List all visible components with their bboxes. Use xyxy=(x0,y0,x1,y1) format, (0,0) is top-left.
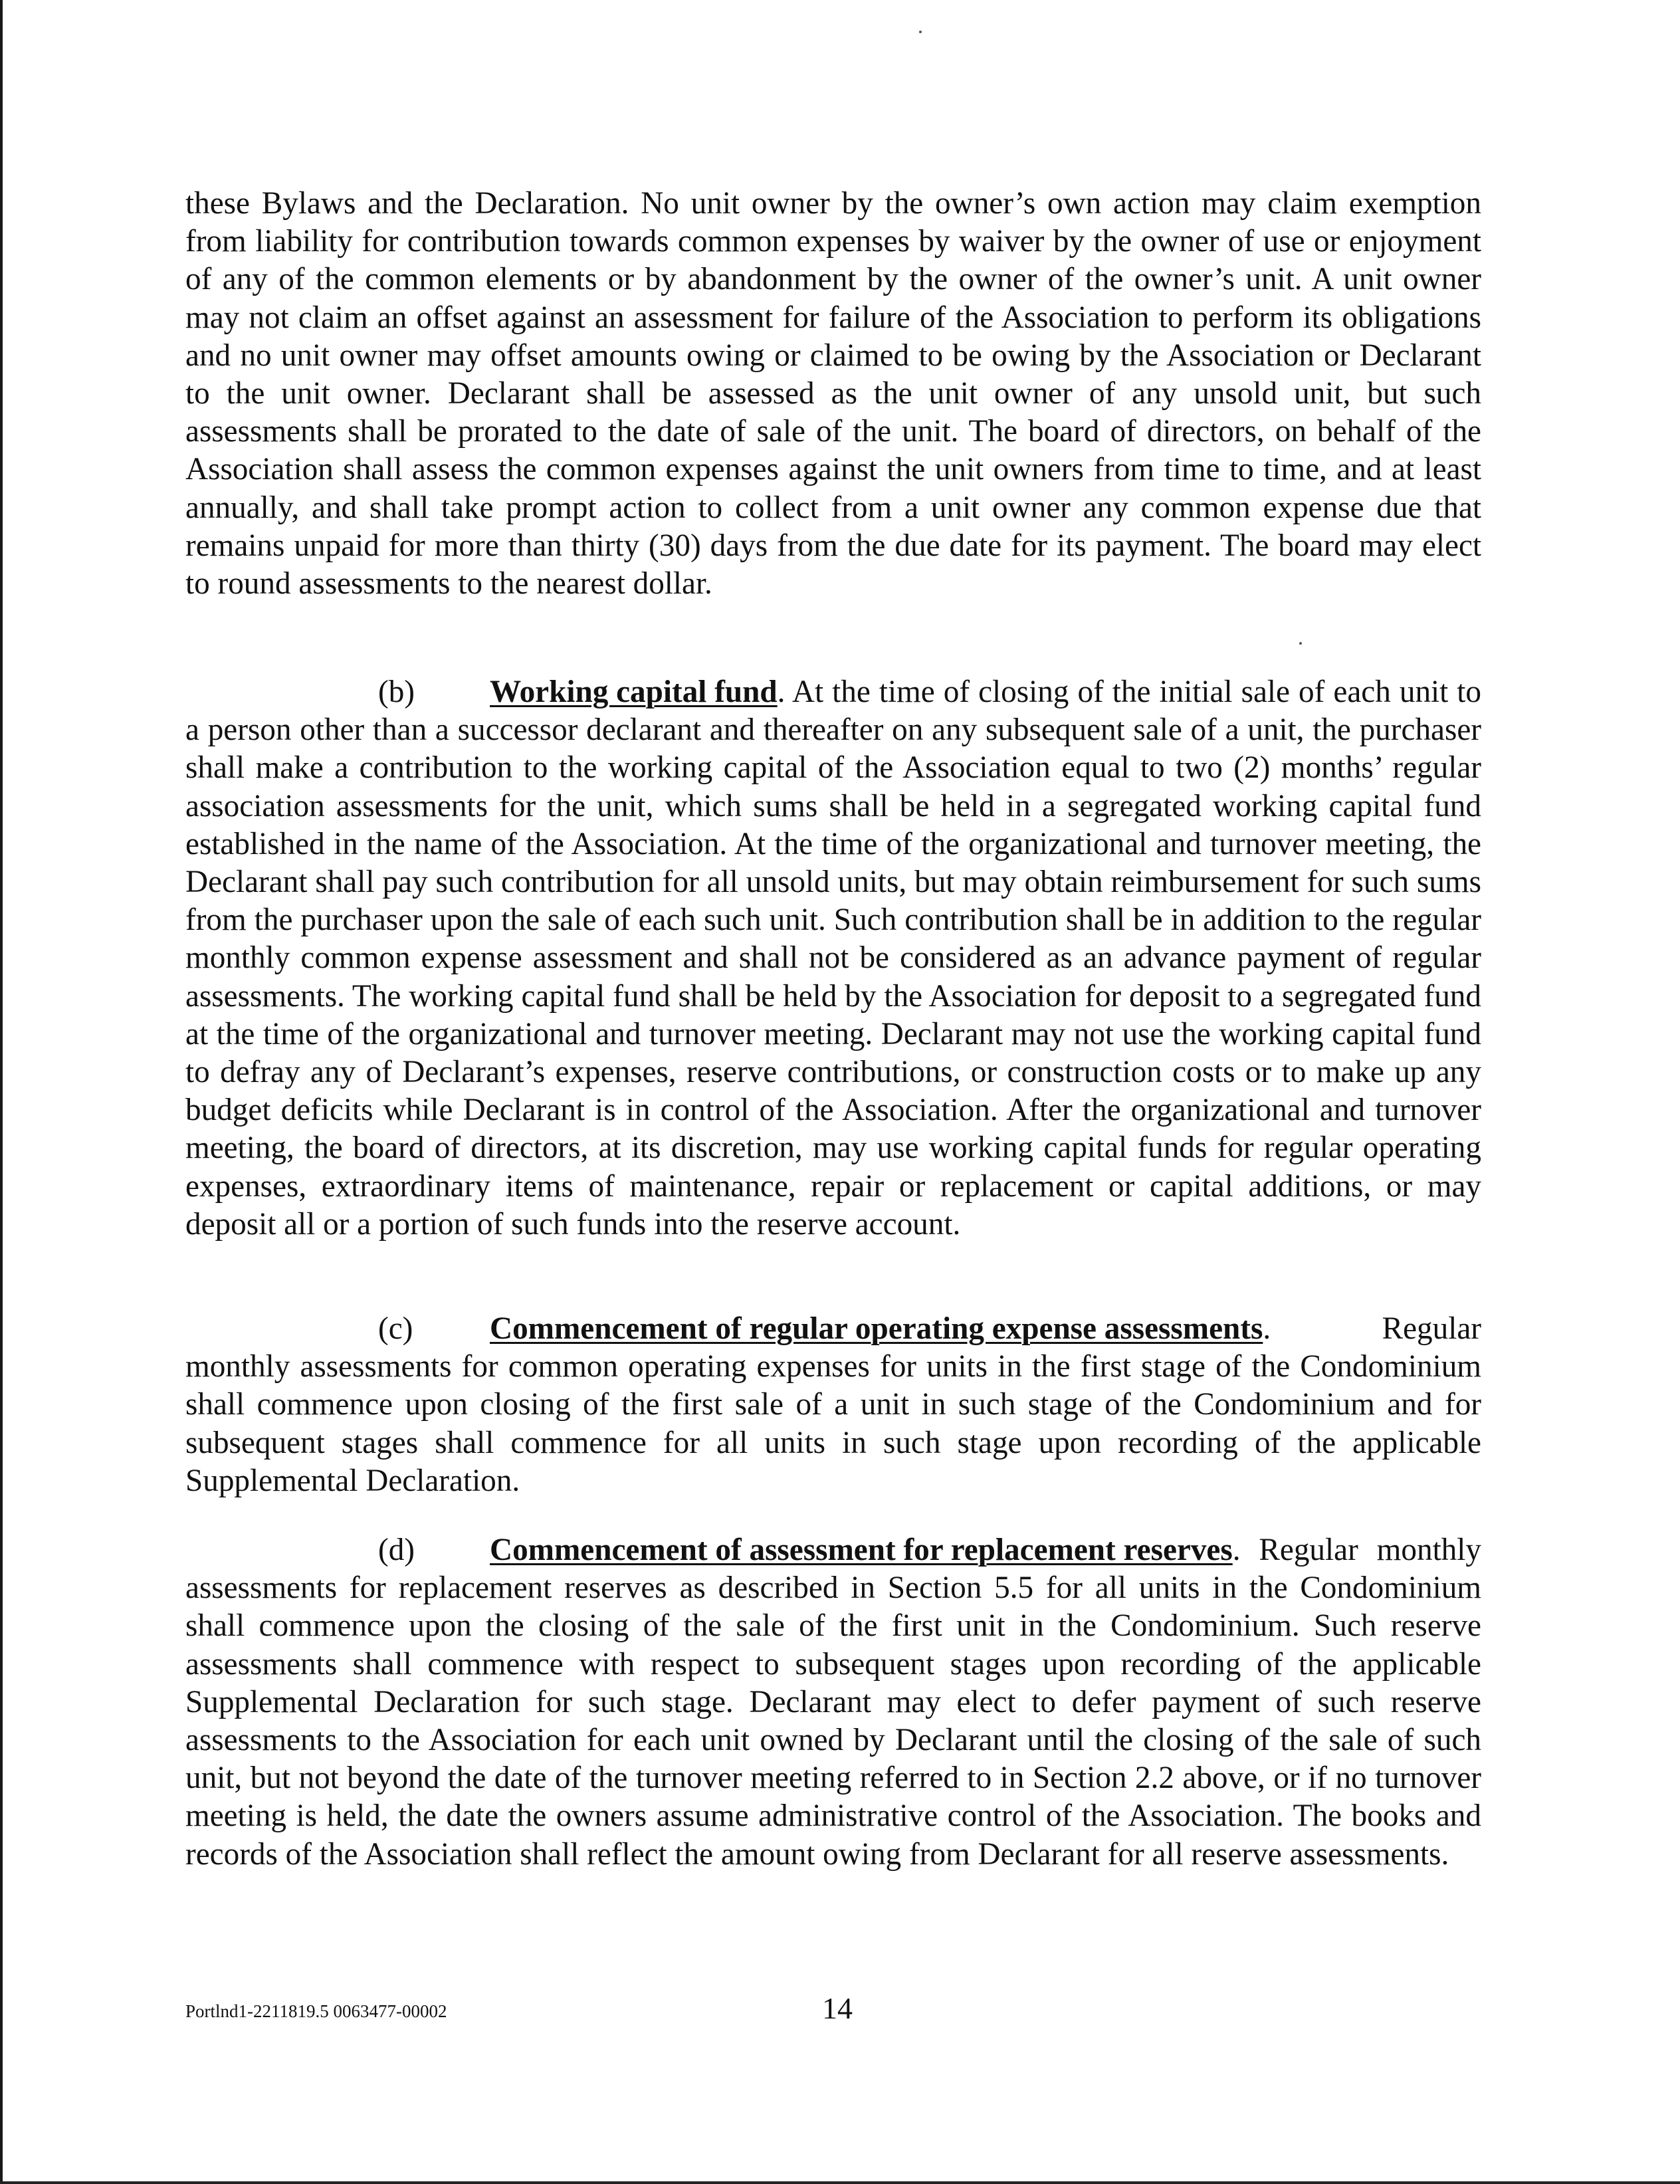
section-heading-b-punct: . xyxy=(777,675,786,709)
paragraph-c-lead xyxy=(185,1310,1263,1348)
paragraph-a-text: these Bylaws and the Declaration. No unit owner by the owner’s own action may claim exemption from liability for contribution towards common expenses by waiver by the owner of use or enjoyment of any of the common elements or by abandonment by the owner of the owner’s unit. A unit owner may not claim an offset against an assessment for failure of the Association to perform its obligations and no unit owner may offset amounts owing or claimed to be owing by the Association or Declarant to the unit owner. Declarant shall be assessed as the unit owner of any unsold unit, but such assessments shall be prorated to the date of sale of the unit. The board of directors, on behalf of the Association shall assess the common expenses against the unit owners from time to time, and at least annually, and shall take prompt action to collect from a unit owner any common expense due that remains unpaid for more than thirty (30) days from the due date for its payment. The board may elect to round assessments to the nearest dollar. xyxy=(185,186,1481,601)
paragraph-d xyxy=(185,1531,1481,1874)
paragraph-a xyxy=(185,185,1481,603)
section-heading-c: Commencement of regular operating expense assessments xyxy=(490,1311,1263,1346)
paragraph-b-text: At the time of closing of the initial sale of each unit to a person other than a successor declarant and thereafter on any subsequent sale of a unit, the purchaser shall make a contribution to the working capital of the Association equal to two (2) months’ regular association assessments for the unit, which sums shall be held in a segregated working capital fund established in the name of the Association. At the time of the organizational and turnover meeting, the Declarant shall pay such contribution for all unsold units, but may obtain reimbursement for such sums from the purchaser upon the sale of each such unit. Such contribution shall be in addition to the regular monthly common expense assessment and shall not be considered as an advance payment of regular assessments. The working capital fund shall be held by the Association for deposit to a segregated fund at the time of the organizational and turnover meeting. Declarant may not use the working capital fund to defray any of Declarant’s expenses, reserve contributions, or construction costs or to make up any budget deficits while Declarant is in control of the Association. After the organizational and turnover meeting, the board of directors, at its discretion, may use working capital funds for regular operating expenses, extraordinary items of maintenance, repair or replacement or capital additions, or may deposit all or a portion of such funds into the reserve account. xyxy=(185,675,1481,1242)
scan-speck xyxy=(919,31,922,33)
section-label-b: (b) xyxy=(378,675,415,709)
paragraph-c-text: Regular monthly assessments for common operating expenses for units in the first stage of the Condominium shall commence upon closing of the first sale of a unit in such stage of the Condominium and for subsequent stages shall commence for all units in such stage upon recording of the applicable Supplemental Declaration. xyxy=(185,1311,1481,1498)
paragraph-c xyxy=(185,1310,1481,1500)
paragraph-d-lead xyxy=(185,1531,1233,1569)
section-label-c: (c) xyxy=(378,1311,413,1346)
page-number: 14 xyxy=(822,1991,853,2025)
section-heading-c-punct: . xyxy=(1263,1311,1271,1346)
paragraph-b xyxy=(185,673,1481,1244)
footer-doc-id: Portlnd1-2211819.5 0063477-00002 xyxy=(185,2001,447,2021)
scan-bottom-edge xyxy=(0,2181,1680,2184)
section-label-d: (d) xyxy=(378,1533,415,1567)
section-heading-b: Working capital fund xyxy=(490,675,778,709)
section-heading-d: Commencement of assessment for replacement reserves xyxy=(490,1533,1233,1567)
scan-speck xyxy=(1299,642,1302,645)
scan-left-edge xyxy=(0,0,3,2184)
paragraph-b-lead xyxy=(185,673,778,711)
paragraph-d-text: Regular monthly assessments for replacement reserves as described in Section 5.5 for all units in the Condominium shall commence upon the closing of the sale of the first unit in the Condominium. Such reserve assessments shall commence with respect to subsequent stages upon recording of the applicable Supplemental Declaration for such stage. Declarant may elect to defer payment of such reserve assessments to the Association for each unit owned by Declarant until the closing of the sale of such unit, but not beyond the date of the turnover meeting referred to in Section 2.2 above, or if no turnover meeting is held, the date the owners assume administrative control of the Association. The books and records of the Association shall reflect the amount owing from Declarant for all reserve assessments. xyxy=(185,1533,1481,1872)
section-heading-d-punct: . xyxy=(1232,1533,1241,1567)
